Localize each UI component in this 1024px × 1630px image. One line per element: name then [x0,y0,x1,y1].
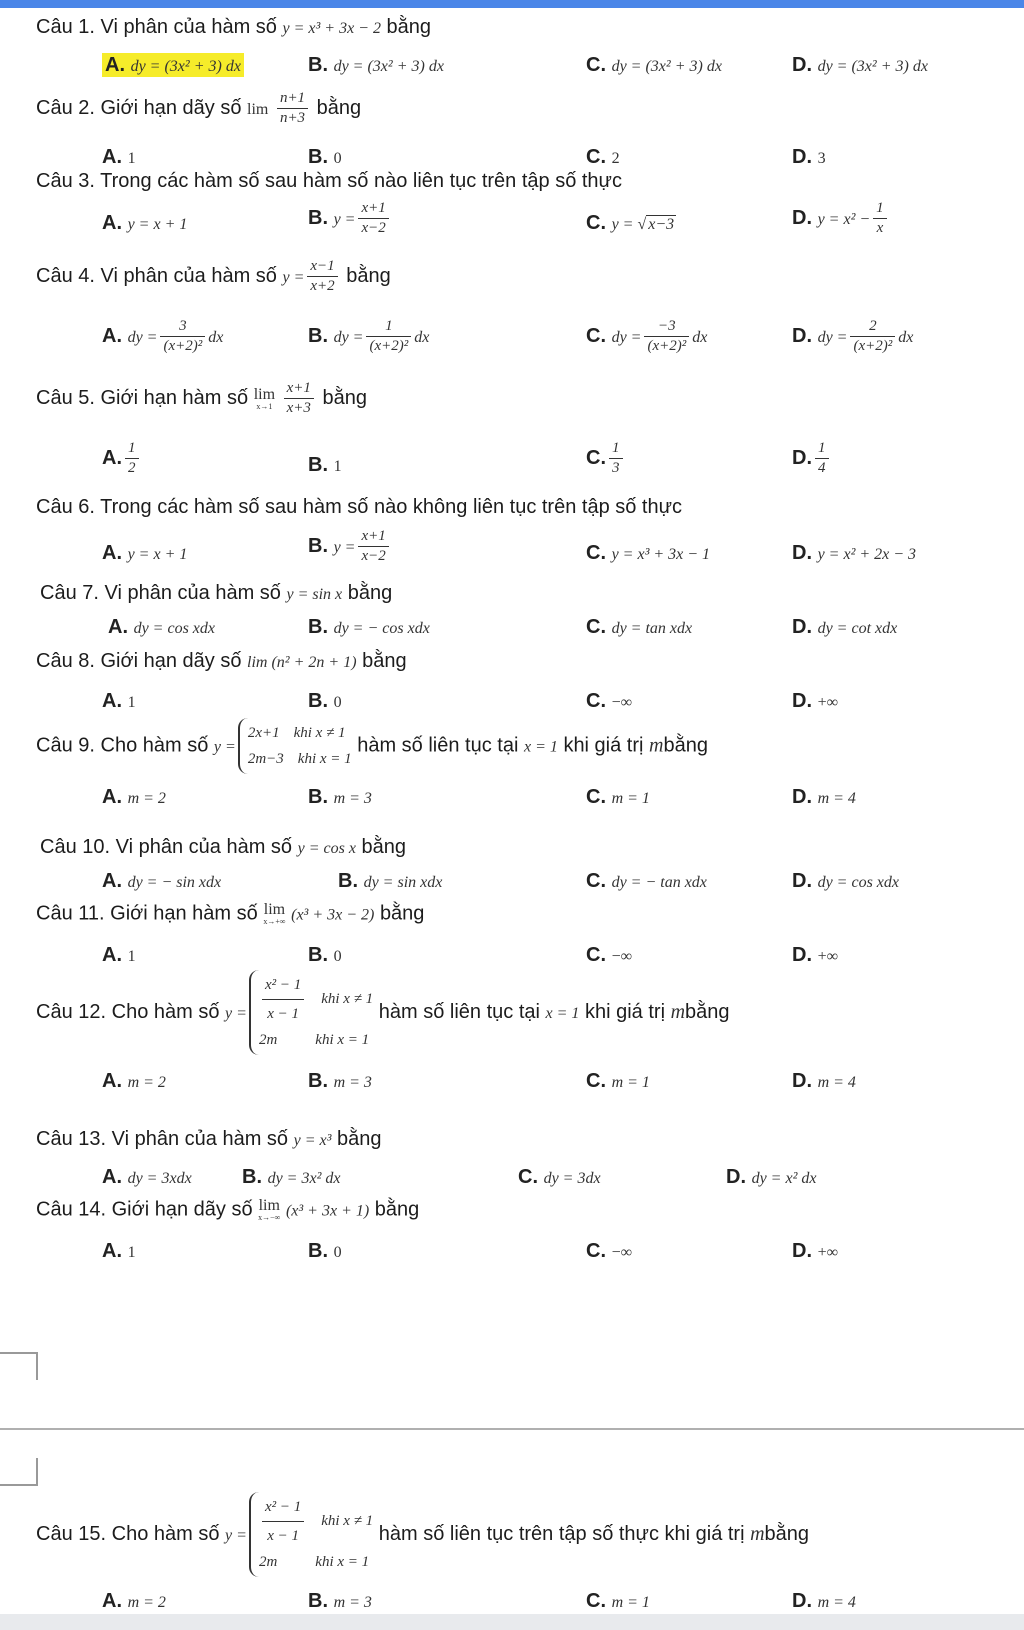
q15-option-b[interactable]: B. m = 3 [308,1590,372,1612]
top-accent-bar [0,0,1024,8]
q1-option-d[interactable]: D. dy = (3x² + 3) dx [792,54,928,76]
question-8: Câu 8. Giới hạn dãy số lim (n² + 2n + 1) bằng [36,650,407,672]
question-11: Câu 11. Giới hạn hàm số lim x→+∞ (x³ + 3x − 2) bằng [36,901,425,926]
q5-option-d[interactable]: D. $\frac{1}{4}$ [792,440,832,477]
q3-option-d[interactable]: D. y = x² − $\frac{1}{x}$ [792,200,890,237]
question-tail: bằng [386,16,432,38]
page-separator [0,1428,1024,1430]
q2-option-a[interactable]: A. 1 [102,146,136,168]
q5-option-a[interactable]: A. $\frac{1}{2}$ [102,440,142,477]
bottom-bar [0,1614,1024,1630]
q10-option-c[interactable]: C. dy = − tan xdx [586,870,707,892]
question-6: Câu 6. Trong các hàm số sau hàm số nào không liên tục trên tập số thực [36,496,682,518]
question-3: Câu 3. Trong các hàm số sau hàm số nào liên tục trên tập số thực [36,170,622,192]
q15-option-d[interactable]: D. m = 4 [792,1590,856,1612]
q11-option-a[interactable]: A. 1 [102,944,136,966]
question-15: Câu 15. Cho hàm số y = $\frac{\text{x² − 1}}{x - 1}$ khi x ≠ 1 2m khi x = 1 hàm số liên tục trên tập số thực khi giá trị mbằng [36,1492,809,1577]
question-13: Câu 13. Vi phân của hàm số y = x³ bằng [36,1128,382,1150]
q7-option-c[interactable]: C. dy = tan xdx [586,616,693,638]
q1-option-a[interactable]: A. dy = (3x² + 3) dx [102,54,244,77]
question-9: Câu 9. Cho hàm số y = 2x+1 khi x ≠ 1 2m−3 khi x = 1 hàm số liên tục tại x = 1 khi giá trị mbằng [36,718,708,774]
q13-option-b[interactable]: B. dy = 3x² dx [242,1166,341,1188]
question-5: Câu 5. Giới hạn hàm số lim x→1 $\frac{x+1}{x+3}$ bằng [36,380,367,416]
question-14: Câu 14. Giới hạn dãy số lim x→−∞ (x³ + 3x + 1) bằng [36,1197,420,1222]
q2-option-d[interactable]: D. 3 [792,146,826,168]
q4-option-b[interactable]: B. dy = $\frac{1}{\text{(x+2)²}}$ dx [308,318,430,354]
question-12: Câu 12. Cho hàm số y = $\frac{\text{x² − 1}}{x - 1}$ khi x ≠ 1 2m khi x = 1 hàm số liên tục tại x = 1 khi giá trị mbằng [36,970,730,1055]
q5-option-c[interactable]: C. $\frac{1}{3}$ [586,440,626,477]
q1-option-b[interactable]: B. dy = (3x² + 3) dx [308,54,444,76]
question-4: Câu 4. Vi phân của hàm số y = $\frac{x-1}{x+2}$ bằng [36,258,391,294]
q12-option-d[interactable]: D. m = 4 [792,1070,856,1092]
question-10: Câu 10. Vi phân của hàm số y = cos x bằng [40,836,406,858]
page-corner-bottom [0,1458,38,1486]
q3-option-c[interactable]: C. y = √ x−3 [586,212,675,234]
q1-option-c[interactable]: C. dy = (3x² + 3) dx [586,54,722,76]
q13-option-d[interactable]: D. dy = x² dx [726,1166,817,1188]
q4-option-a[interactable]: A. dy = $\frac{3}{\text{(x+2)²}}$ dx [102,318,224,354]
question-label: Câu 1. [36,16,95,38]
q14-option-a[interactable]: A. 1 [102,1240,136,1262]
q4-option-d[interactable]: D. dy = $\frac{2}{\text{(x+2)²}}$ dx [792,318,914,354]
q8-option-c[interactable]: C. −∞ [586,690,632,712]
q9-option-d[interactable]: D. m = 4 [792,786,856,808]
q14-option-b[interactable]: B. 0 [308,1240,342,1262]
q5-option-b[interactable]: B. 1 [308,454,342,476]
page-corner-top [0,1352,38,1380]
q15-option-a[interactable]: A. m = 2 [102,1590,166,1612]
q7-option-d[interactable]: D. dy = cot xdx [792,616,898,638]
q9-option-c[interactable]: C. m = 1 [586,786,650,808]
q3-option-b[interactable]: B. y = $\frac{x+1}{x-2}$ [308,200,392,237]
q7-option-a[interactable]: A. dy = cos xdx [108,616,215,638]
q6-option-d[interactable]: D. y = x² + 2x − 3 [792,542,917,564]
q13-option-a[interactable]: A. dy = 3xdx [102,1166,192,1188]
q4-option-c[interactable]: C. dy = $\frac{-3}{\text{(x+2)²}}$ dx [586,318,708,354]
q12-option-c[interactable]: C. m = 1 [586,1070,650,1092]
q8-option-a[interactable]: A. 1 [102,690,136,712]
q6-option-b[interactable]: B. y = $\frac{x+1}{x-2}$ [308,528,392,565]
q3-option-a[interactable]: A. y = x + 1 [102,212,188,234]
q11-option-c[interactable]: C. −∞ [586,944,632,966]
q6-option-a[interactable]: A. y = x + 1 [102,542,188,564]
q8-option-b[interactable]: B. 0 [308,690,342,712]
question-1 [36,16,431,39]
q12-option-a[interactable]: A. m = 2 [102,1070,166,1092]
q15-option-c[interactable]: C. m = 1 [586,1590,650,1612]
q6-option-c[interactable]: C. y = x³ + 3x − 1 [586,542,711,564]
q10-option-b[interactable]: B. dy = sin xdx [338,870,443,892]
q13-option-c[interactable]: C. dy = 3dx [518,1166,601,1188]
q11-option-d[interactable]: D. +∞ [792,944,838,966]
q9-option-a[interactable]: A. m = 2 [102,786,166,808]
q11-option-b[interactable]: B. 0 [308,944,342,966]
q10-option-a[interactable]: A. dy = − sin xdx [102,870,222,892]
question-7: Câu 7. Vi phân của hàm số y = sin x bằng [40,582,393,604]
q14-option-d[interactable]: D. +∞ [792,1240,838,1262]
q10-option-d[interactable]: D. dy = cos xdx [792,870,899,892]
q14-option-c[interactable]: C. −∞ [586,1240,632,1262]
question-expr: y = x³ + 3x − 2 [282,20,381,37]
q2-option-b[interactable]: B. 0 [308,146,342,168]
q2-option-c[interactable]: C. 2 [586,146,620,168]
q9-option-b[interactable]: B. m = 3 [308,786,372,808]
q8-option-d[interactable]: D. +∞ [792,690,838,712]
q12-option-b[interactable]: B. m = 3 [308,1070,372,1092]
question-text: Vi phân của hàm số [100,16,277,38]
question-2: Câu 2. Giới hạn dãy số lim $\frac{n+1}{n+3}$ bằng [36,90,362,126]
q7-option-b[interactable]: B. dy = − cos xdx [308,616,430,638]
